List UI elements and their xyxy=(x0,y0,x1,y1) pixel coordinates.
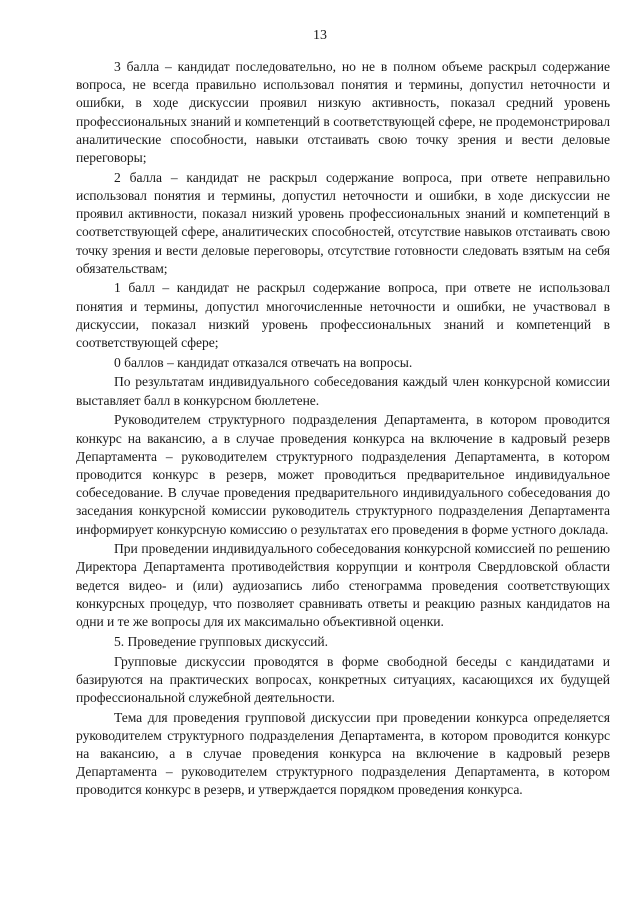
paragraph-score-0: 0 баллов – кандидат отказался отвечать на вопросы. xyxy=(114,354,413,370)
paragraph-recording: При проведении индивидуального собеседования конкурсной комиссией по решению Директора Департамента противодействия коррупции и контроля Свердловской области ведется видео- и (или) аудиозапись либо стенограмма проведения соответствующих конкурсных процедур, что позволяет сравнивать ответы и реакцию разных кандидатов на одни и те же вопросы для их максимально объективной оценки. xyxy=(76,541,610,630)
paragraph-score-3: 3 балла – кандидат последовательно, но не в полном объеме раскрыл содержание вопроса, не всегда правильно использовал понятия и термины, допустил неточности и ошибки, в ходе дискуссии проявил низкую активность, показал средний уровень профессиональных знаний и компетенций в соответствующей сфере, не продемонстрировал аналитические способности, навыки отстаивать свою точку зрения и вести деловые переговоры; xyxy=(76,59,610,166)
paragraph-discussion-topic: Тема для проведения групповой дискуссии при проведении конкурса определяется руководителем структурного подразделения Департамента, в котором проводится конкурс на вакансию, а в случае проведения конкурса на включение в кадровый резерв Департамента – руководителем структурного подразделения Департамента, в котором проводится конкурс в резерв, и утверждается порядком проведения конкурса. xyxy=(76,709,610,798)
page-number: 13 xyxy=(313,28,327,43)
paragraph-group-discussions: Групповые дискуссии проводятся в форме свободной беседы с кандидатами и базируются на практических вопросах, конкретных ситуациях, касающихся их будущей профессиональной служебной деятельности. xyxy=(76,653,610,705)
paragraph-ballot: По результатам индивидуального собеседования каждый член конкурсной комиссии выставляет балл в конкурсном бюллетене. xyxy=(76,374,610,408)
paragraph-score-1: 1 балл – кандидат не раскрыл содержание вопроса, при ответе не использовал понятия и термины, допустил многочисленные неточности и ошибки, не участвовал в дискуссии, показал низкий уровень профессиональных знаний и компетенций в соответствующей сфере; xyxy=(76,280,610,351)
paragraph-score-2: 2 балла – кандидат не раскрыл содержание вопроса, при ответе неправильно использовал понятия и термины, допустил неточности и ошибки, в ходе дискуссии не проявил активности, показал низкий уровень профессиональных знаний и компетенций в соответствующей сфере, аналитических способностей, отсутствие навыков отстаивать свою точку зрения и вести деловые переговоры, отсутствие готовности следовать взятым на себя обязательствам; xyxy=(76,169,610,276)
section-heading-group-discussions: 5. Проведение групповых дискуссий. xyxy=(114,633,328,649)
paragraph-preliminary-interview: Руководителем структурного подразделения Департамента, в котором проводится конкурс на вакансию, а в случае проведения конкурса на включение в кадровый резерв Департамента – руководителем структурного подразделения Департамента, в котором проводится конкурс в резерв, может проводиться предварительное индивидуальное собеседование. В случае проведения предварительного индивидуального собеседования до заседания конкурсной комиссии руководитель структурного подразделения Департамента информирует конкурсную комиссию о результатах его проведения в форме устного доклада. xyxy=(76,412,610,537)
document-body xyxy=(76,58,610,801)
